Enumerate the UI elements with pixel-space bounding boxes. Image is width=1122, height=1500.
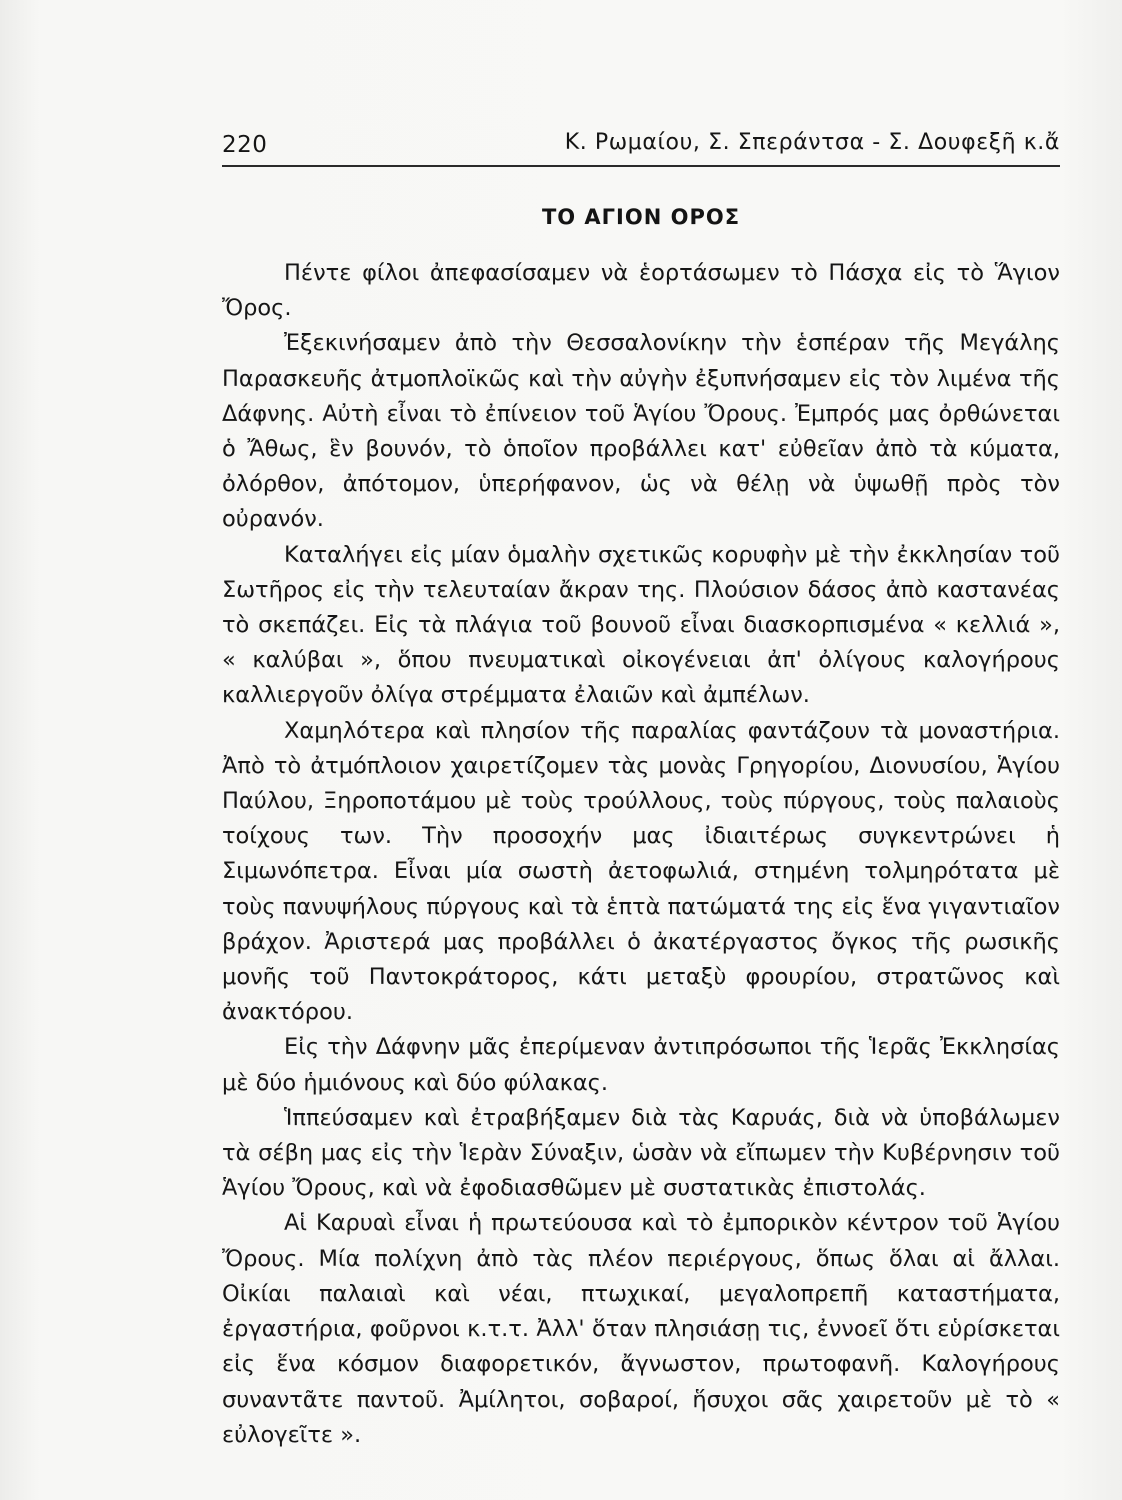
header-rule bbox=[222, 165, 1060, 167]
page-header bbox=[222, 126, 1060, 166]
paragraph-7: Αἱ Καρυαὶ εἶναι ἡ πρωτεύουσα καὶ τὸ ἐμπορικὸν κέντρον τοῦ Ἁγίου Ὄρους. Μία πολίχνη ἀπὸ τὰς πλέον περιέργους, ὅπως ὅλαι αἱ ἄλλαι. Οἰκίαι παλαιαὶ καὶ νέαι, πτωχικαί, μεγαλοπρεπῆ καταστήματα, ἐργαστήρια, φοῦρνοι κ.τ.τ. Ἀλλ' ὅταν πλησιάσῃ τις, ἐννοεῖ ὅτι εὑρίσκεται εἰς ἕνα κόσμον διαφορετικόν, ἄγνωστον, πρωτοφανῆ. Καλογήρους συναντᾶτε παντοῦ. Ἀμίλητοι, σοβαροί, ἥσυχοι σᾶς χαιρετοῦν μὲ τὸ « εὐλογεῖτε ». bbox=[222, 1210, 1060, 1448]
paragraph-2: Ἐξεκινήσαμεν ἀπὸ τὴν Θεσσαλονίκην τὴν ἑσπέραν τῆς Μεγάλης Παρασκευῆς ἀτμοπλοϊκῶς καὶ τὴν αὐγὴν ἐξυπνήσαμεν εἰς τὸν λιμένα τῆς Δάφνης. Αὐτὴ εἶναι τὸ ἐπίνειον τοῦ Ἁγίου Ὄρους. Ἐμπρός μας ὀρθώνεται ὁ Ἄθως, ἓν βουνόν, τὸ ὁποῖον προβάλλει κατ' εὐθεῖαν ἀπὸ τὰ κύματα, ὀλόρθον, ἀπότομον, ὑπερήφανον, ὡς νὰ θέλῃ νὰ ὑψωθῇ πρὸς τὸν οὐρανόν. bbox=[222, 330, 1060, 533]
paragraph-1: Πέντε φίλοι ἀπεφασίσαμεν νὰ ἑορτάσωμεν τὸ Πάσχα εἰς τὸ Ἅγιον Ὄρος. bbox=[222, 260, 1060, 322]
paragraph-3: Καταλήγει εἰς μίαν ὁμαλὴν σχετικῶς κορυφὴν μὲ τὴν ἐκκλησίαν τοῦ Σωτῆρος εἰς τὴν τελευταίαν ἄκραν της. Πλούσιον δάσος ἀπὸ καστανέας τὸ σκεπάζει. Εἰς τὰ πλάγια τοῦ βουνοῦ εἶναι διασκορπισμένα « κελλιά », « καλύβαι », ὅπου πνευματικαὶ οἰκογένειαι ἀπ' ὀλίγους καλογήρους καλλιεργοῦν ὀλίγα στρέμματα ἐλαιῶν καὶ ἀμπέλων. bbox=[222, 541, 1060, 709]
paragraph-4: Χαμηλότερα καὶ πλησίον τῆς παραλίας φαντάζουν τὰ μοναστήρια. Ἀπὸ τὸ ἀτμόπλοιον χαιρετίζομεν τὰς μονὰς Γρηγορίου, Διονυσίου, Ἁγίου Παύλου, Ξηροποτάμου μὲ τοὺς τρούλλους, τοὺς πύργους, τοὺς παλαιοὺς τοίχους των. Τὴν προσοχήν μας ἰδιαιτέρως συγκεντρώνει ἡ Σιμωνόπετρα. Εἶναι μία σωστὴ ἀετοφωλιά, στημένη τολμηρότατα μὲ τοὺς πανυψήλους πύργους καὶ τὰ ἑπτὰ πατώματά της εἰς ἕνα γιγαντιαῖον βράχον. Ἀριστερά μας προβάλλει ὁ ἀκατέργαστος ὄγκος τῆς ρωσικῆς μονῆς τοῦ Παντοκράτορος, κάτι μεταξὺ φρουρίου, στρατῶνος καὶ ἀνακτόρου. bbox=[222, 717, 1060, 1026]
page-number: 220 bbox=[222, 132, 268, 158]
section-title: ΤΟ ΑΓΙΟΝ ΟΡΟΣ bbox=[541, 205, 741, 229]
paragraph-5: Εἰς τὴν Δάφνην μᾶς ἐπερίμεναν ἀντιπρόσωποι τῆς Ἱερᾶς Ἐκκλησίας μὲ δύο ἡμιόνους καὶ δύο φύλακας. bbox=[222, 1034, 1060, 1096]
paragraph-6: Ἱππεύσαμεν καὶ ἐτραβήξαμεν διὰ τὰς Καρυάς, διὰ νὰ ὑποβάλωμεν τὰ σέβη μας εἰς τὴν Ἱερὰν Σύναξιν, ὡσὰν νὰ εἴπωμεν τὴν Κυβέρνησιν τοῦ Ἁγίου Ὄρους, καὶ νὰ ἐφοδιασθῶμεν μὲ συστατικὰς ἐπιστολάς. bbox=[222, 1104, 1060, 1202]
running-title: Κ. Ρωμαίου, Σ. Σπεράντσα - Σ. Δουφεξῆ κ.ἄ bbox=[564, 130, 1060, 155]
article-body bbox=[222, 256, 1060, 1453]
